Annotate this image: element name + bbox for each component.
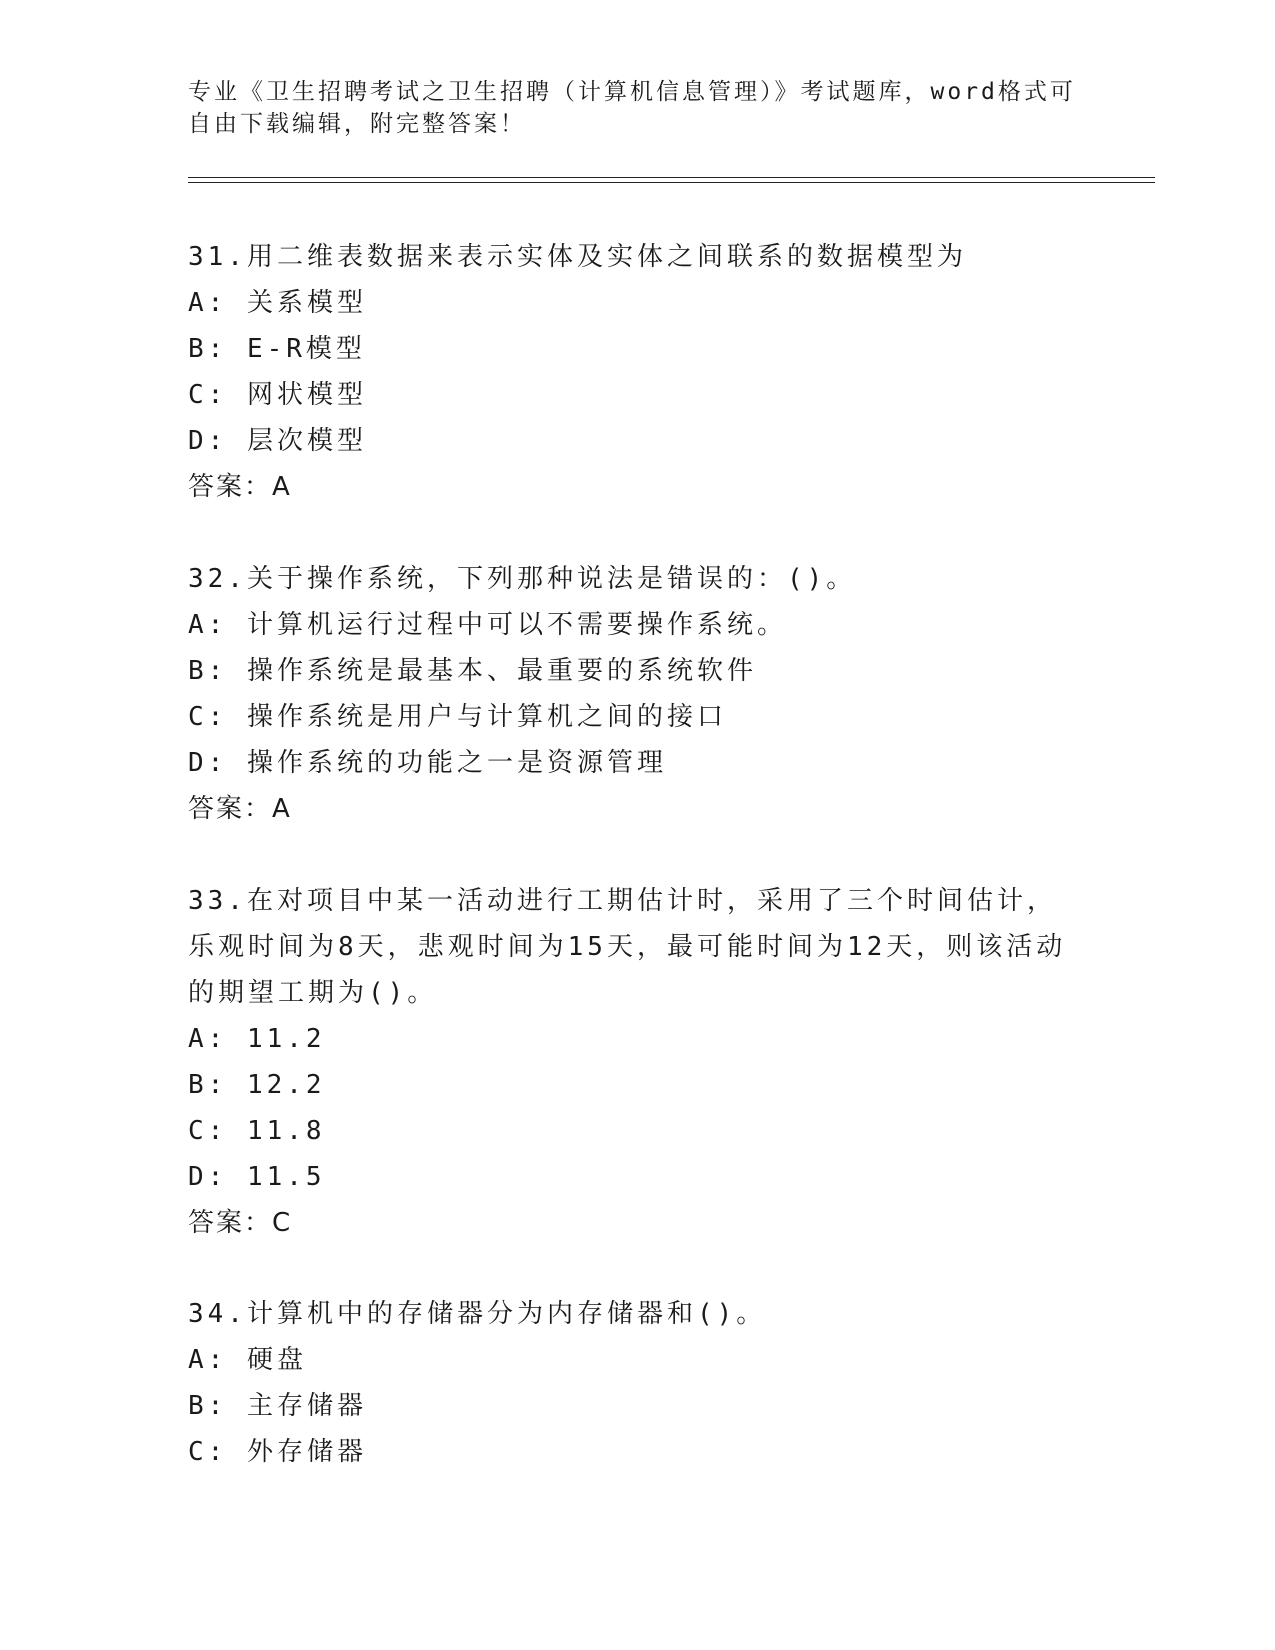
question-33 [188,878,1088,1246]
option-c: C: 外存储器 [188,1437,367,1467]
option-c: C: 网状模型 [188,380,367,410]
question-32 [188,556,1088,832]
option-a: A: 硬盘 [188,1345,307,1375]
header-divider-bottom [188,182,1155,183]
option-a: A: 关系模型 [188,288,367,318]
option-c: C: 操作系统是用户与计算机之间的接口 [188,702,727,732]
option-d: D: 层次模型 [188,426,367,456]
question-stem: 34.计算机中的存储器分为内存储器和()。 [188,1299,767,1329]
option-d: D: 11.5 [188,1162,326,1192]
header-intro: 专业《卫生招聘考试之卫生招聘（计算机信息管理）》考试题库，word格式可自由下载编辑，附完整答案！ [188,79,1076,137]
answer-line: 答案：C [188,1208,293,1238]
option-a: A: 11.2 [188,1024,326,1054]
option-b: B: E-R模型 [188,334,366,364]
question-stem: 31.用二维表数据来表示实体及实体之间联系的数据模型为 [188,242,967,272]
question-34 [188,1291,1088,1475]
option-b: B: 操作系统是最基本、最重要的系统软件 [188,656,757,686]
document-header [188,76,1078,140]
option-b: B: 主存储器 [188,1391,367,1421]
option-a: A: 计算机运行过程中可以不需要操作系统。 [188,610,787,640]
option-d: D: 操作系统的功能之一是资源管理 [188,748,667,778]
question-31 [188,234,1088,510]
option-b: B: 12.2 [188,1070,326,1100]
header-divider-top [188,177,1155,178]
question-stem: 33.在对项目中某一活动进行工期估计时，采用了三个时间估计，乐观时间为8天，悲观时间为15天，最可能时间为12天，则该活动的期望工期为()。 [188,886,1067,1008]
question-stem: 32.关于操作系统，下列那种说法是错误的：()。 [188,564,857,594]
answer-line: 答案：A [188,472,292,502]
answer-line: 答案：A [188,794,292,824]
option-c: C: 11.8 [188,1116,326,1146]
